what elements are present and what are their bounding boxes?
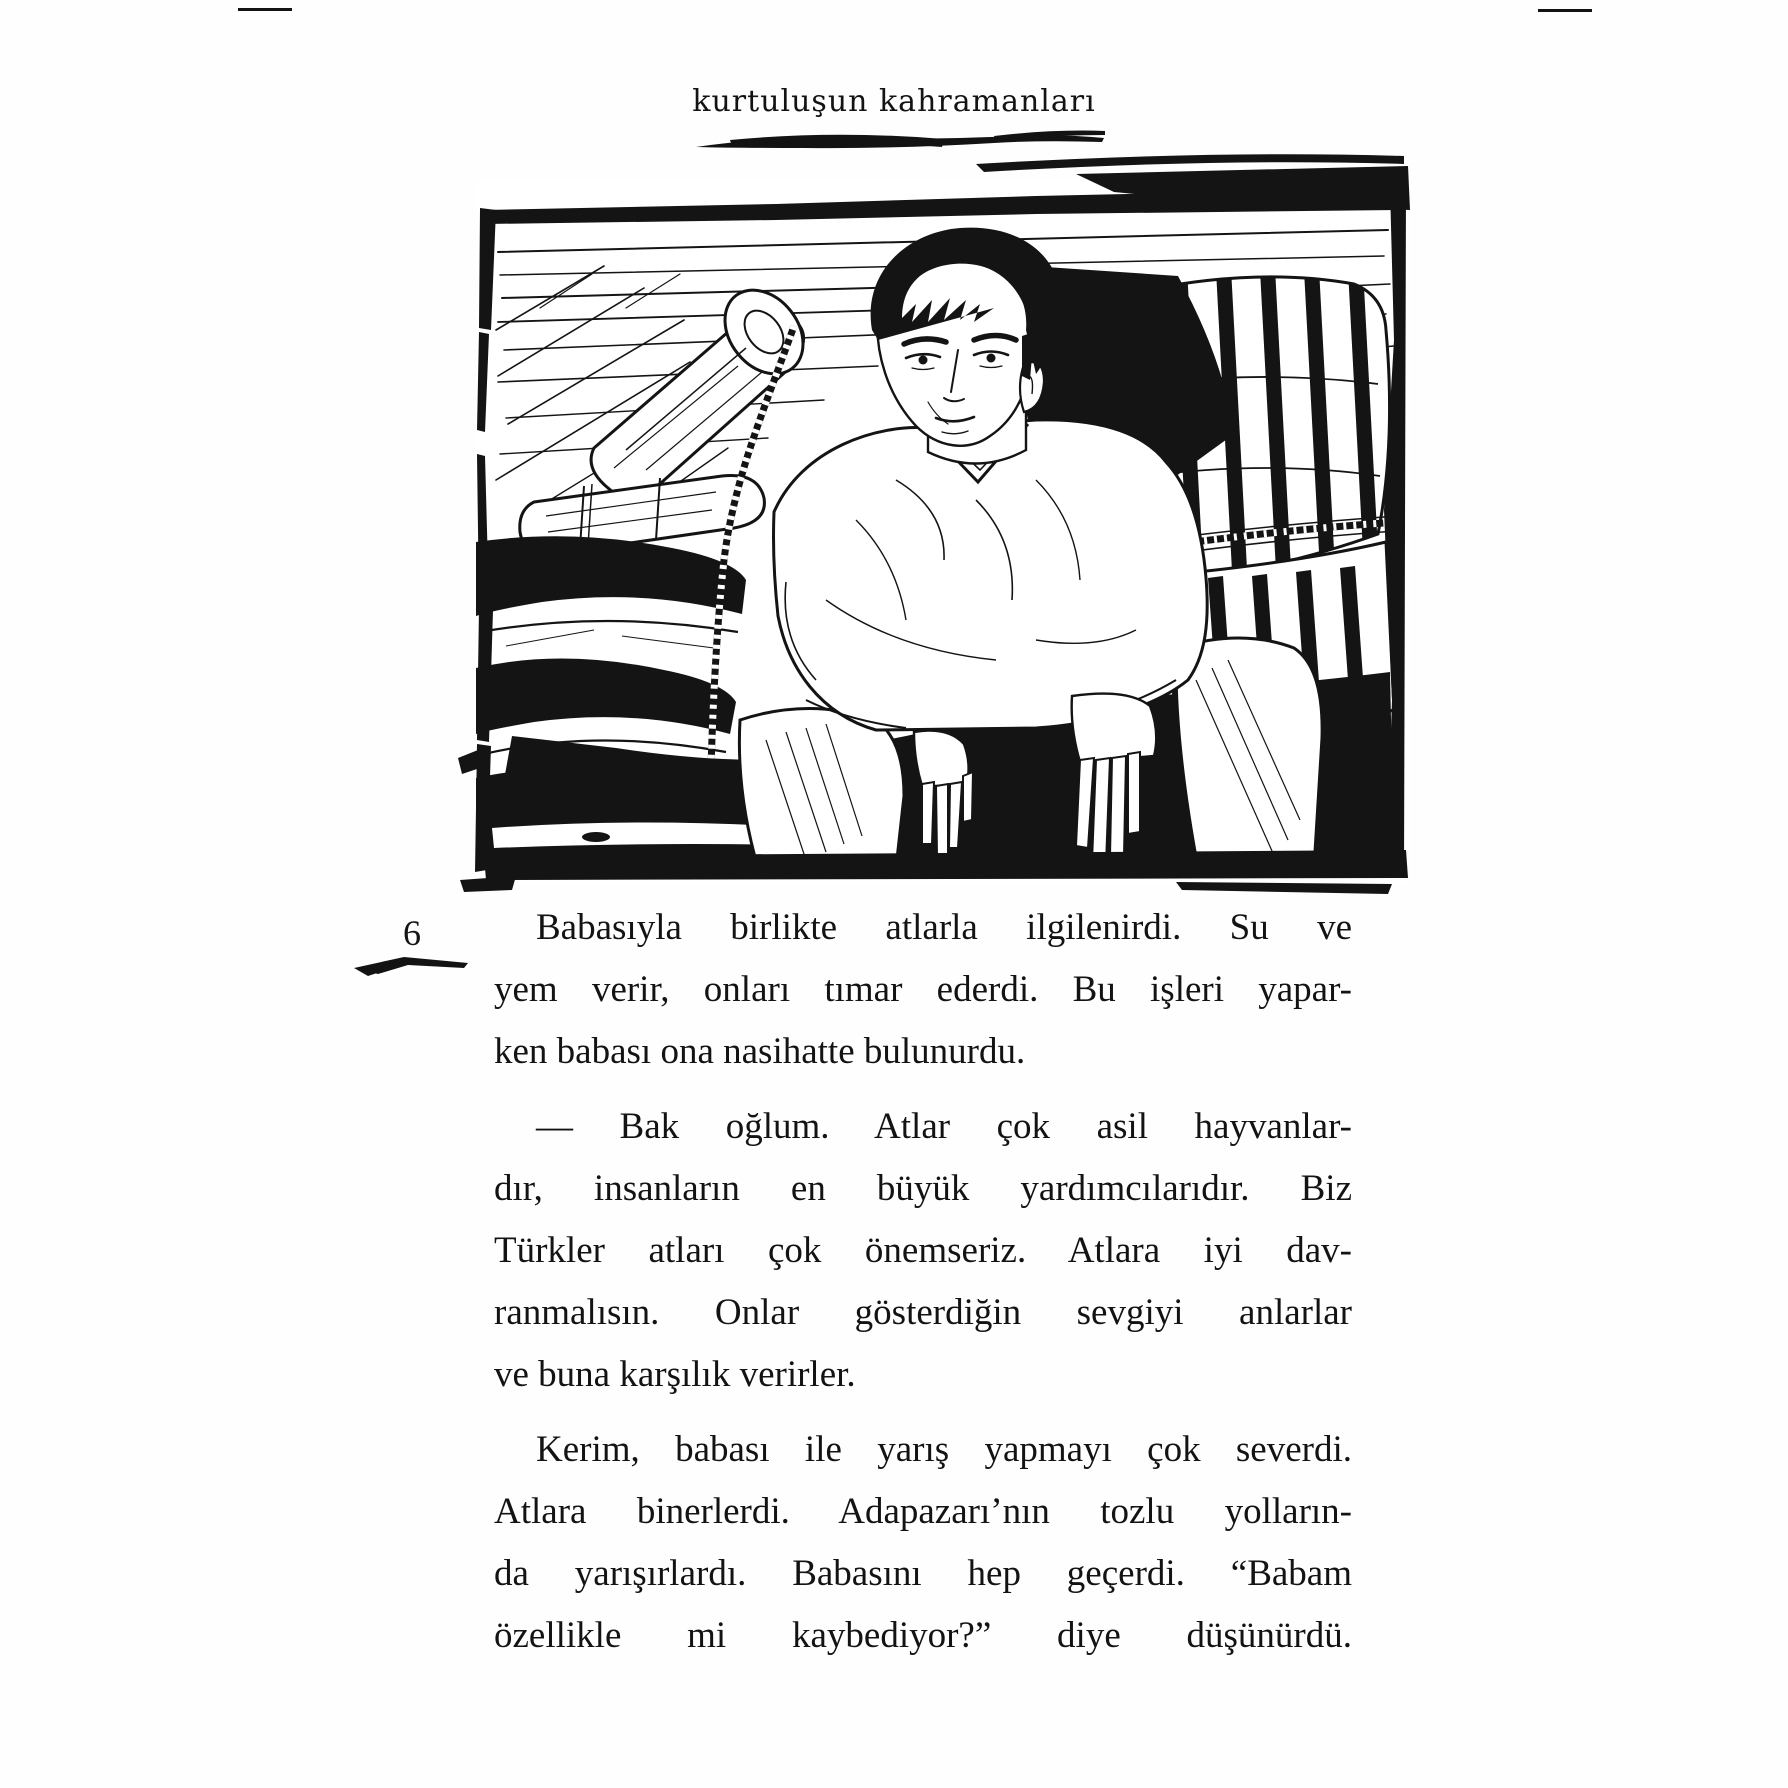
illustration-figure bbox=[476, 180, 1410, 884]
trim-mark-right bbox=[1538, 9, 1592, 12]
body-line: yem verir, onları tımar ederdi. Bu işleri yapar- bbox=[494, 969, 1352, 1010]
page-number: 6 bbox=[403, 913, 421, 953]
body-text bbox=[494, 897, 1352, 1667]
body-line: da yarışırlardı. Babasını hep geçerdi. “Babam bbox=[494, 1553, 1352, 1594]
body-line: ve buna karşılık verirler. bbox=[494, 1354, 856, 1395]
page-number-flourish-icon bbox=[352, 952, 472, 978]
body-line: dır, insanların en büyük yardımcılarıdır. Biz bbox=[494, 1168, 1352, 1209]
body-line: Atlara binerlerdi. Adapazarı’nın tozlu yolların- bbox=[494, 1491, 1352, 1532]
header-flourish-icon bbox=[694, 127, 1106, 155]
body-line: ranmalısın. Onlar gösterdiğin sevgiyi anlarlar bbox=[494, 1292, 1352, 1333]
body-line: ken babası ona nasihatte bulunurdu. bbox=[494, 1031, 1026, 1072]
trim-mark-left bbox=[238, 8, 292, 11]
body-line: — Bak oğlum. Atlar çok asil hayvanlar- bbox=[536, 1106, 1352, 1147]
running-header: kurtuluşun kahramanları bbox=[692, 84, 1096, 119]
body-line: özellikle mi kaybediyor?” diye düşünürdü. bbox=[494, 1615, 1352, 1656]
body-line: Babasıyla birlikte atlarla ilgilenirdi. Su ve bbox=[536, 907, 1352, 948]
body-line: Türkler atları çok önemseriz. Atlara iyi dav- bbox=[494, 1230, 1352, 1271]
body-line: Kerim, babası ile yarış yapmayı çok severdi. bbox=[536, 1429, 1352, 1470]
illustration bbox=[476, 180, 1410, 884]
